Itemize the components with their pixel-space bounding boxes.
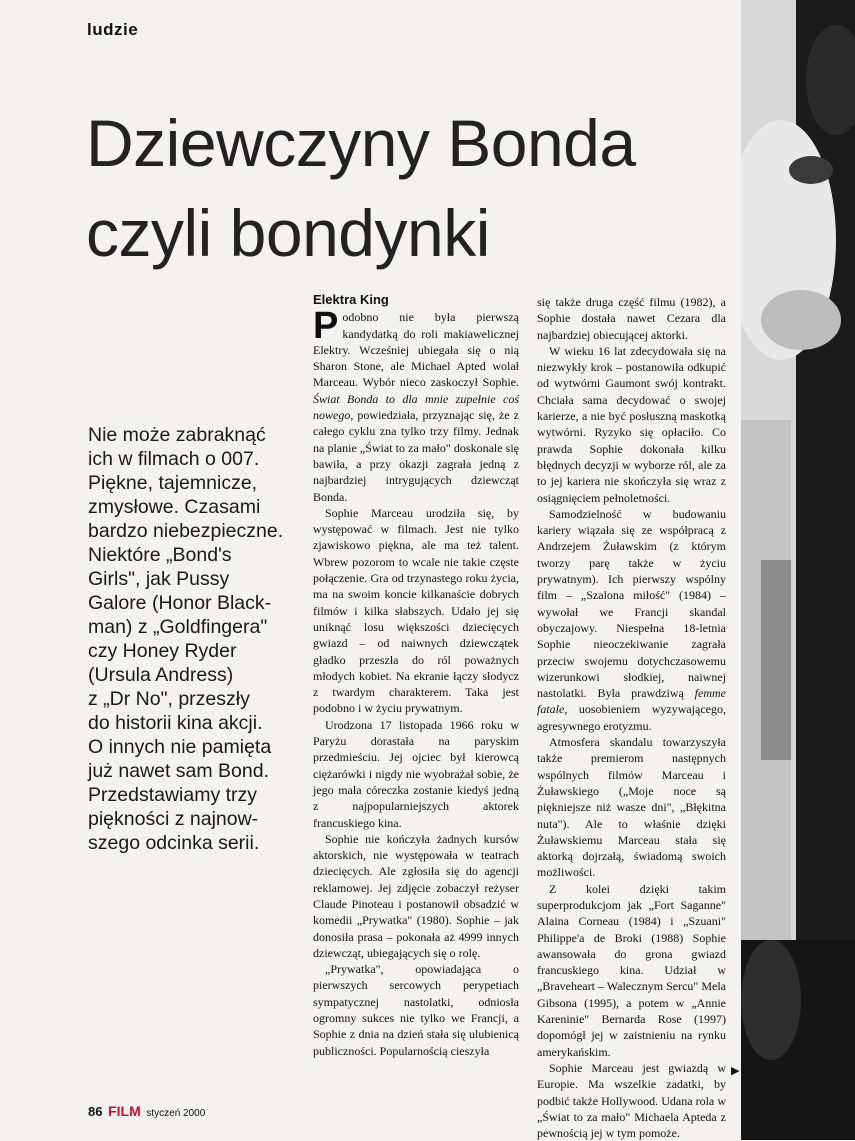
article-paragraph: Sophie Marceau urodziła się, by występować w filmach. Jest nie tylko zjawiskowo piękna, ale ma też talent. Wbrew pozorom to wcale nie takie częste połączenie. Gra od trzynastego roku życia, ma na swoim koncie kilkanaście dobrych filmów i kilka słabszych. Udało jej się uniknąć losu większości dziecięcych gwiazd – od naiwnych dziewczątek gładko przeszła do ról poważnych młodych kobiet. Na ekranie łączy słodycz z twardym charakterem. Taka jest podobno i w życiu prywatnym. [313,505,519,716]
article-paragraph: Z kolei dzięki takim superprodukcjom jak „Fort Saganne" Alaina Corneau (1984) i „Szuani" Philippe'a de Broki (1988) Sophie awansowała do grona gwiazd francuskiego kina. Udział w „Braveheart – Walecznym Sercu" Mela Gibsona (1995), a potem w „Annie Kareninie" Bernarda Rose (1997) dopomógł jej w zaistnieniu na rynku amerykańskim. [537,881,726,1059]
portrait-photo-graphic [741,0,855,1140]
subheading: Elektra King [313,292,389,307]
article-column-2 [537,294,726,1141]
continue-arrow-icon: ▶ [731,1065,740,1077]
article-paragraph: Samodzielność w budowaniu kariery wiązała się ze współpracą z Andrzejem Żuławskim (z którym tworzy parę także w życiu prywatnym). Ich pierwszy wspólny film – „Szalona miłość" (1984) – wywołał we Francji skandal obyczajowy. Niespełna 18-letnia Sophie nieoczekiwanie zagrała przeciw swojemu dotychczasowemu wizerunkowi słodkiej, naiwnej nastolatki. Była prawdziwą femme fatale, uosobieniem wyzywającego, agresywnego erotyzmu. [537,506,726,733]
article-paragraph: Urodzona 17 listopada 1966 roku w Paryżu dorastała na paryskim przedmieściu. Jej ojciec był kierowcą ciężarówki i nigdy nie wyobrażał sobie, że jego mała córeczka zostanie kiedyś jedną z najpopularniejszych aktorek francuskiego kina. [313,717,519,830]
article-paragraph: Atmosfera skandalu towarzyszyła także premierom następnych wspólnych filmów Marceau i Żuławskiego („Moje noce są piękniejsze niż wasze dni", „Błękitna nuta"). Ale to właśnie dzięki Żuławskiemu Marceau stała się aktorką dojrzałą, świadomą swoich możliwości. [537,735,726,880]
headline [86,98,636,278]
page-number: 86 [88,1104,103,1119]
issue-date: styczeń 2000 [146,1108,206,1119]
article-paragraph: Podobno nie była pierwszą kandydatką do roli makiawelicznej Elektry. Wcześniej ubiegała się o nią Sharon Stone, ale Michael Apted wolał Marceau. Wybór nieco zaskoczył Sophie. Świat Bonda to dla mnie zupełnie coś nowego, powiedziała, przyznając się, że z całego cyklu zna tylko trzy filmy. Jednak na planie „Świat to za mało" doskonale się bawiła, a przy okazji zagrała jedną z najbardziej intrygujących dziewcząt Bonda. [313,305,519,504]
article-paragraph: „Prywatka", opowiadająca o pierwszych sercowych perypetiach sympatycznej nastolatki, odniosła ogromny sukces nie tylko we Francji, a Sophie z dnia na dzień stała się ulubienicą publiczności. Popularnością cieszyła [313,962,519,1058]
lead-paragraph: Nie może zabraknąć ich w filmach o 007. Piękne, tajemnicze, zmysłowe. Czasami bardzo niebezpieczne. Niektóre „Bond's Girls", jak Pussy Galore (Honor Black- man) z „Goldfingera" czy Honey Ryder (Ursula Andress) z „Dr No", przeszły do historii kina akcji. O innych nie pamięta już nawet sam Bond. Przedstawiamy trzy piękności z najnow- szego odcinka serii. [88,424,284,854]
article-paragraph: Sophie Marceau jest gwiazdą w Europie. Ma wszelkie zadatki, by podbić także Hollywood. Udana rola w „Świat to za mało" Michaela Apteda z pewnością jej w tym pomoże. [537,1060,726,1141]
magazine-logo: FILM [108,1103,141,1119]
article-paragraph: Sophie nie kończyła żadnych kursów aktorskich, nie występowała w teatrach dziecięcych. Ale zgłosiła się do agencji reklamowej. Jej zdjęcie zobaczył reżyser Claude Pinoteau i postanowił obsadzić w komedii „Prywatka" (1980). Sophie – jak donosiła prasa – pokonała aż 4999 innych dziewcząt, ubiegających się o rolę. [313,831,519,960]
quote: Świat Bonda to dla mnie zupełnie coś nowego [313,391,519,423]
section-label: ludzie [87,20,139,39]
emphasis: femme fatale [537,686,726,717]
article-paragraph: W wieku 16 lat zdecydowała się na niezwykły krok – postanowiła odkupić od wytwórni Gaumont swój kontrakt. Chciała sama decydować o swojej karierze, a nie być posłuszną maskotką wytwórni. Ryzyko się opłaciło. Co prawda Sophie dokonała kilku błędnych decyzji w wyborze ról, ale za to jej kariera nie skończyła się wraz z osiągnięciem pełnoletności. [537,343,726,505]
headline-line-1: Dziewczyny Bonda [86,106,636,180]
article-paragraph: się także druga część filmu (1982), a Sophie dostała nawet Cezara dla najbardziej obiecującej aktorki. [537,295,726,342]
drop-cap: P [313,305,339,348]
headline-line-2: czyli bondynki [86,196,490,270]
page-footer [88,1103,205,1119]
portrait-photo [741,0,855,1140]
article-column-1 [313,292,519,1059]
